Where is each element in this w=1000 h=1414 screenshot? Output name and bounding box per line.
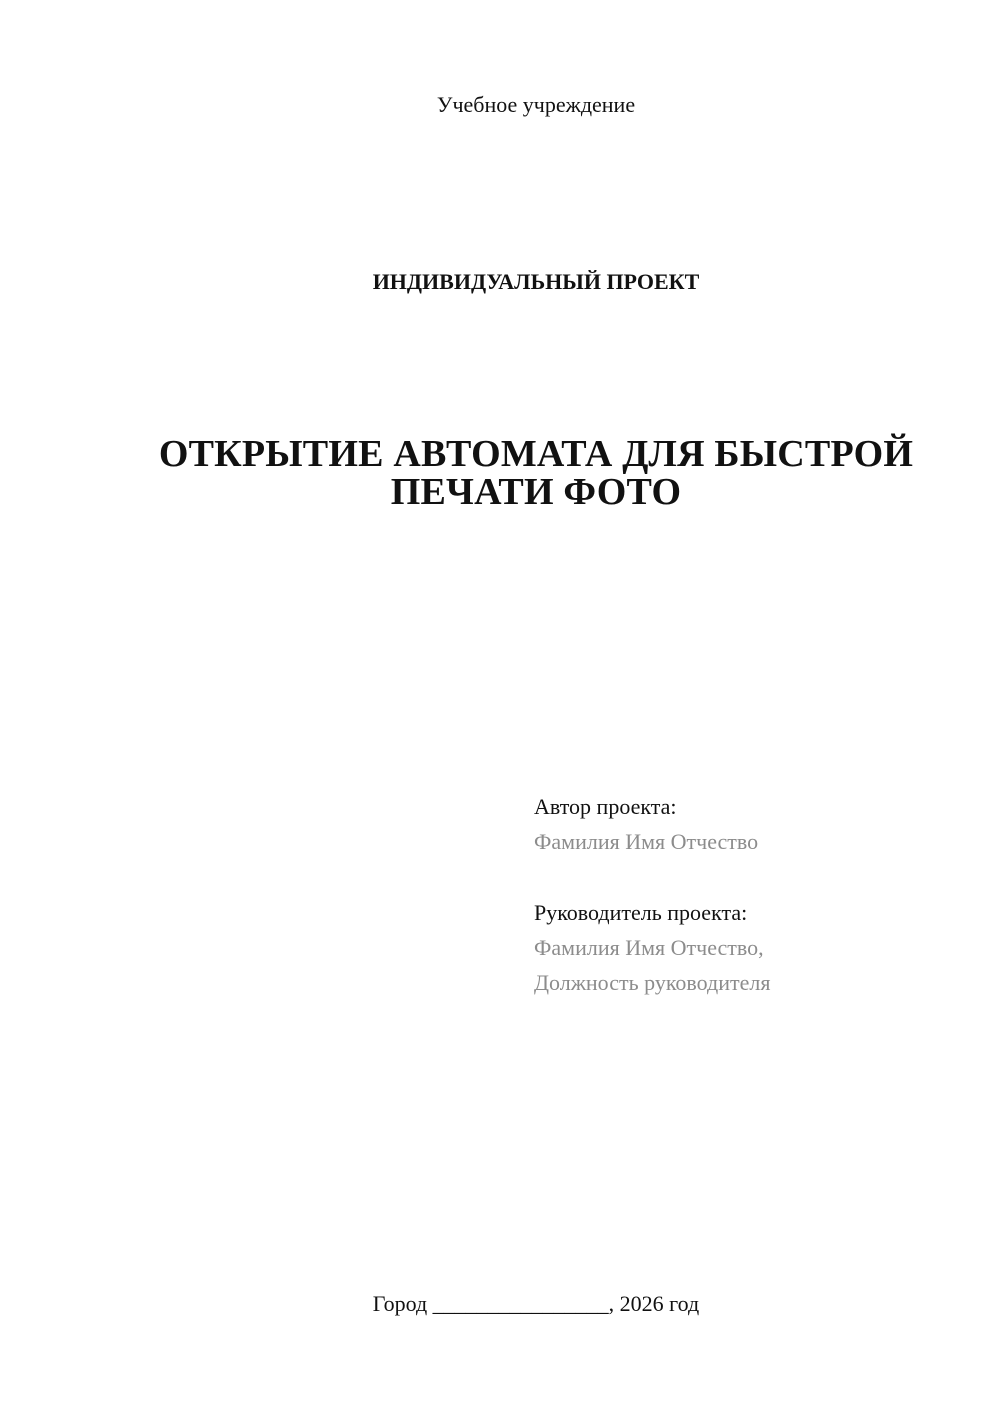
city-year-line: Город ________________, 2026 год xyxy=(372,1291,700,1316)
document-type: ИНДИВИДУАЛЬНЫЙ ПРОЕКТ xyxy=(372,269,700,294)
supervisor-name-placeholder: Фамилия Имя Отчество, xyxy=(534,935,764,960)
project-title-line-2: ПЕЧАТИ ФОТО xyxy=(390,471,682,513)
supervisor-position-placeholder: Должность руководителя xyxy=(534,970,771,995)
info-spacer xyxy=(534,859,954,895)
author-info-block xyxy=(534,789,954,1000)
project-title xyxy=(140,435,932,511)
project-title-line-1: ОТКРЫТИЕ АВТОМАТА ДЛЯ БЫСТРОЙ xyxy=(158,433,914,475)
author-label: Автор проекта: xyxy=(534,794,677,819)
supervisor-label: Руководитель проекта: xyxy=(534,900,748,925)
author-name-placeholder: Фамилия Имя Отчество xyxy=(534,829,759,854)
institution-name: Учебное учреждение xyxy=(436,92,636,117)
